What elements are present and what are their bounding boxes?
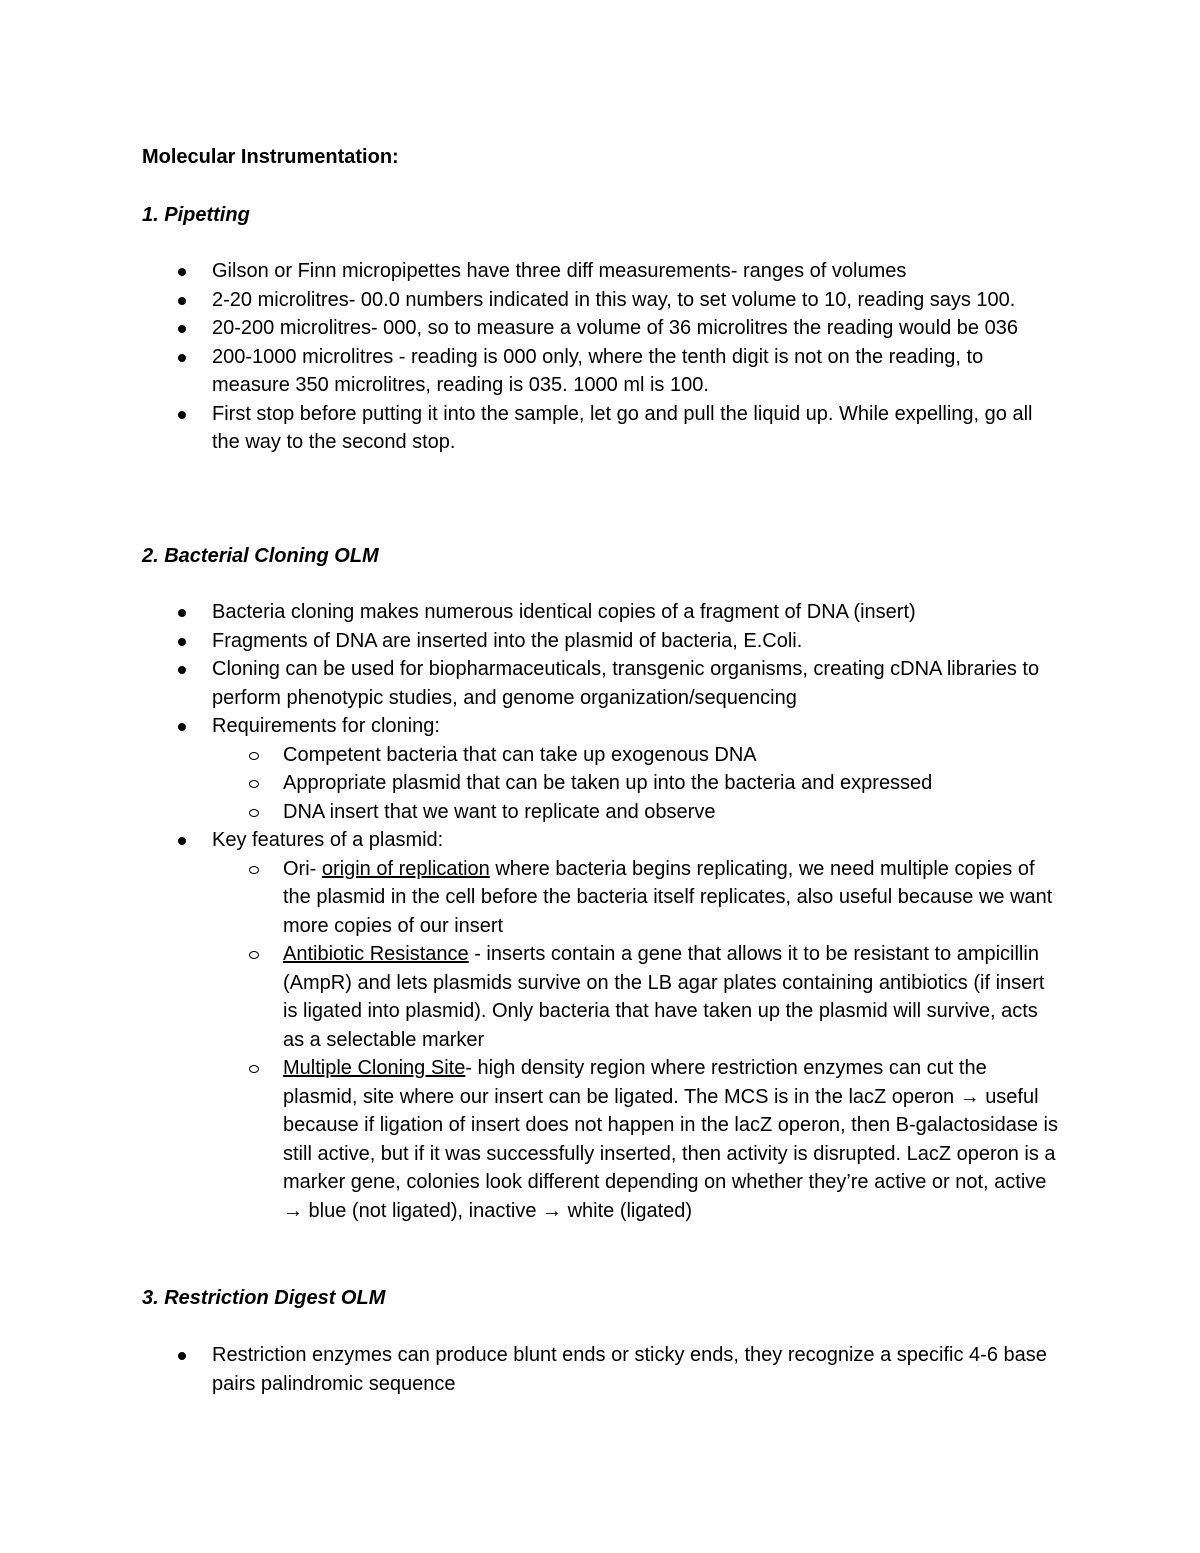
sub-list-item: Appropriate plasmid that can be taken up into the bacteria and expressed [0,769,1060,798]
cloning-list [0,598,1200,1225]
bullet-icon [178,268,186,276]
list-item: Requirements for cloning: Competent bacteria that can take up exogenous DNA Appropriate plasmid that can be taken up into the bacteria and expressed DNA insert that we want to replicate and observe [0,712,1200,826]
sub-list-item: DNA insert that we want to replicate and observe [0,798,1060,827]
list-item: Bacteria cloning makes numerous identical copies of a fragment of DNA (insert) [0,598,1200,627]
sub-list-item: Multiple Cloning Site- high density region where restriction enzymes can cut the plasmid, site where our insert can be ligated. The MCS is in the lacZ operon → useful because if ligation of insert does not happen in the lacZ operon, then B-galactosidase is still active, but if it was successfully inserted, then activity is disrupted. LacZ operon is a marker gene, colonies look different depending on whether they’re active or not, active → blue (not ligated), inactive → white (ligated) [0,1054,1060,1225]
bullet-icon [178,354,186,362]
hollow-bullet-icon [249,866,259,874]
plasmid-features-sublist [212,855,1060,1226]
bullet-icon [178,297,186,305]
section-heading-pipetting: 1. Pipetting [142,204,250,226]
bullet-icon [178,723,186,731]
restriction-list [0,1341,1200,1398]
section-heading-bacterial-cloning: 2. Bacterial Cloning OLM [142,545,379,567]
underlined-term: origin of replication [321,857,490,880]
bullet-icon [178,1352,186,1360]
sub-list-item: Antibiotic Resistance - inserts contain a gene that allows it to be resistant to ampicillin (AmpR) and lets plasmids survive on the LB agar plates containing antibiotics (if insert is ligated into plasmid). Only bacteria that have taken up the plasmid will survive, acts as a selectable marker [0,940,1060,1054]
underlined-term: Multiple Cloning Site [283,1057,466,1079]
list-item: 20-200 microlitres- 000, so to measure a volume of 36 microlitres the reading would be 036 [0,314,1200,343]
hollow-bullet-icon [249,752,259,760]
hollow-bullet-icon [249,951,259,959]
hollow-bullet-icon [249,1065,259,1073]
sub-list-item: Competent bacteria that can take up exogenous DNA [0,741,1060,770]
list-item: 2-20 microlitres- 00.0 numbers indicated in this way, to set volume to 10, reading says 100. [0,286,1200,315]
list-item: First stop before putting it into the sample, let go and pull the liquid up. While expelling, go all the way to the second stop. [0,400,1200,457]
document-title: Molecular Instrumentation: [142,146,399,168]
list-item: Fragments of DNA are inserted into the plasmid of bacteria, E.Coli. [0,627,1200,656]
requirements-sublist [212,741,1060,827]
bullet-icon [178,325,186,333]
list-item: Cloning can be used for biopharmaceuticals, transgenic organisms, creating cDNA libraries to perform phenotypic studies, and genome organization/sequencing [0,655,1200,712]
list-item: Key features of a plasmid: Ori- origin of replication where bacteria begins replicating, we need multiple copies of the plasmid in the cell before the bacteria itself replicates, also useful because we want more copies of our insert Antibiotic Resistance - inserts contain a gene that allows it to be resistant to ampicillin (AmpR) and lets plasmids survive on the LB agar plates containing antibiotics (if insert is ligated into plasmid). Only bacteria that have taken up the plasmid will survive, acts as a selectable marker Multiple Cloning Site- high density region where restriction enzymes can cut the plasmid, site where our insert can be ligated. The MCS is in the lacZ operon → useful because if ligation of insert does not happen in the lacZ operon, then B-galactosidase is still active, but if it was successfully inserted, then activity is disrupted. LacZ operon is a marker gene, colonies look different depending on whether they’re active or not, active → blue (not ligated), inactive → white (ligated) [0,826,1200,1225]
bullet-icon [178,411,186,419]
bullet-icon [178,638,186,646]
bullet-icon [178,837,186,845]
hollow-bullet-icon [249,780,259,788]
underlined-term: Antibiotic Resistance [283,943,469,965]
bullet-icon [178,666,186,674]
list-item: Restriction enzymes can produce blunt ends or sticky ends, they recognize a specific 4-6 base pairs palindromic sequence [0,1341,1200,1398]
sub-list-item: Ori- origin of replication where bacteria begins replicating, we need multiple copies of the plasmid in the cell before the bacteria itself replicates, also useful because we want more copies of our insert [0,855,1060,941]
bullet-icon [178,609,186,617]
pipetting-list [0,257,1200,457]
section-heading-restriction-digest: 3. Restriction Digest OLM [142,1287,386,1309]
list-item: 200-1000 microlitres - reading is 000 only, where the tenth digit is not on the reading, to measure 350 microlitres, reading is 035. 1000 ml is 100. [0,343,1200,400]
list-item: Gilson or Finn micropipettes have three diff measurements- ranges of volumes [0,257,1200,286]
hollow-bullet-icon [249,809,259,817]
